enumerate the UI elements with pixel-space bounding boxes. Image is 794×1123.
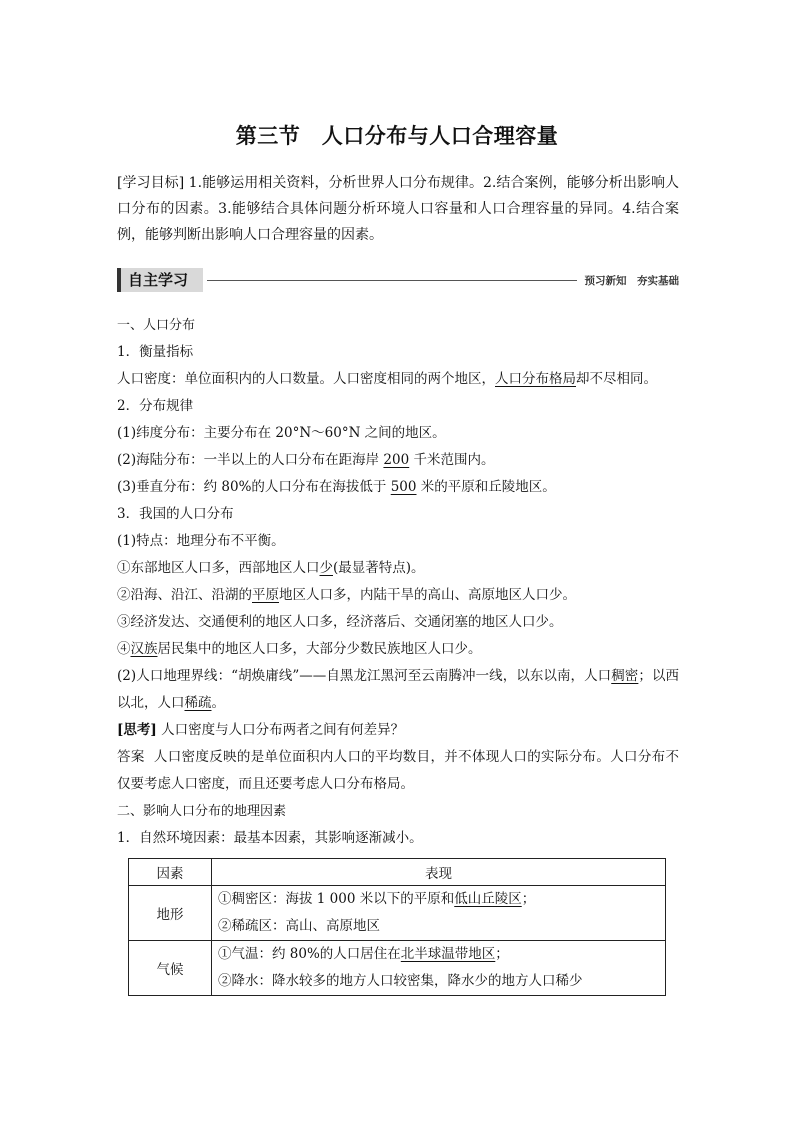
- document-body: [117, 312, 679, 852]
- answer-text: 人口密度反映的是单位面积内人口的平均数目，并不体现人口的实际分布。人口分布不仅要考虑人口密度，而且还要考虑人口分布格局。: [117, 749, 680, 792]
- table-cell-factor: 地形: [129, 886, 212, 941]
- think-question-text: 人口密度与人口分布两者之间有何差异？: [161, 722, 405, 738]
- text: 却不尽相同。: [576, 371, 657, 387]
- learning-goals-label: [学习目标]: [117, 175, 185, 191]
- desc-line: [218, 941, 659, 968]
- blank-answer: 500: [390, 479, 417, 495]
- text: 地区人口多，内陆干旱的高山、高原地区人口少。: [279, 587, 576, 603]
- text: ①气温：约 80%的人口居住在: [218, 946, 401, 962]
- table-header-row: [129, 859, 666, 886]
- text: (2)人口地理界线：“胡焕庸线”——自黑龙江黑河至云南腾冲一线，以东以南，人口: [117, 668, 612, 684]
- blank-answer: 200: [383, 452, 410, 468]
- item-measure: 1．衡量指标: [117, 344, 194, 360]
- text: ④: [117, 641, 131, 657]
- item-natural: 1．自然环境因素：最基本因素，其影响逐渐减小。: [117, 830, 423, 846]
- think-label: [思考]: [117, 722, 157, 738]
- text: ②沿海、沿江、沿湖的: [117, 587, 252, 603]
- answer-label: 答案: [117, 749, 145, 765]
- factors-table: [128, 858, 666, 996]
- section-banner-rule: [207, 280, 577, 281]
- table-header: 表现: [212, 859, 666, 886]
- blank-answer: 稀疏: [184, 695, 212, 711]
- section-banner-tag: 预习新知 夯实基础: [584, 275, 679, 287]
- para-hu-line: [117, 663, 679, 717]
- text: ；: [521, 891, 536, 907]
- para-density: [117, 366, 679, 393]
- text: 。: [211, 695, 225, 711]
- text: ；以西以北，人口: [117, 668, 680, 711]
- blank-answer: 低山丘陵区: [454, 891, 522, 907]
- text: ①东部地区人口多，西部地区人口: [117, 560, 320, 576]
- section-banner-label: 自主学习: [117, 268, 203, 292]
- think-answer: [117, 744, 679, 798]
- text: (最显著特点)。: [333, 560, 425, 576]
- item-pattern: 2．分布规律: [117, 398, 194, 414]
- text: ①稠密区：海拔 1 000 米以下的平原和: [218, 891, 455, 907]
- blank-answer: 汉族: [130, 641, 158, 657]
- table-cell-factor: 气候: [129, 941, 212, 996]
- learning-goals: [117, 170, 679, 248]
- table-cell-desc: [212, 886, 666, 941]
- table-row: [129, 941, 666, 996]
- text: 人口密度：单位面积内的人口数量。人口密度相同的两个地区，: [117, 371, 495, 387]
- blank-answer: 稠密: [611, 668, 639, 684]
- para-latitude: (1)纬度分布：主要分布在 20°N～60°N 之间的地区。: [117, 425, 446, 441]
- section-banner: [117, 268, 679, 294]
- table-header: 因素: [129, 859, 212, 886]
- text: (3)垂直分布：约 80%的人口分布在海拔低于: [117, 479, 391, 495]
- text: 居民集中的地区人口多，大部分少数民族地区人口少。: [157, 641, 482, 657]
- para-sea-land: [117, 447, 679, 474]
- text: 米的平原和丘陵地区。: [416, 479, 556, 495]
- table-row: [129, 886, 666, 941]
- table-cell-desc: [212, 941, 666, 996]
- heading-population-distribution: 一、人口分布: [117, 318, 196, 333]
- learning-goals-text: 1.能够运用相关资料，分析世界人口分布规律。2.结合案例，能够分析出影响人口分布的因素。3.能够结合具体问题分析环境人口容量和人口合理容量的异同。4.结合案例，能够判断出影响人口合理容量的因素。: [117, 175, 679, 243]
- item-china: 3．我国的人口分布: [117, 506, 234, 522]
- think-question: [117, 717, 679, 744]
- desc-line: ②降水：降水较多的地方人口较密集，降水少的地方人口稀少: [218, 973, 583, 989]
- blank-answer: 北半球温带地区: [400, 946, 496, 962]
- blank-answer: 人口分布格局: [495, 371, 576, 387]
- para-feature-2: [117, 582, 679, 609]
- text: (2)海陆分布：一半以上的人口分布在距海岸: [117, 452, 384, 468]
- para-feature-4: [117, 636, 679, 663]
- heading-factors: 二、影响人口分布的地理因素: [117, 804, 287, 819]
- para-feature-3: ③经济发达、交通便利的地区人口多，经济落后、交通闭塞的地区人口少。: [117, 614, 563, 630]
- text: 千米范围内。: [409, 452, 495, 468]
- para-vertical: [117, 474, 679, 501]
- para-feature: (1)特点：地理分布不平衡。: [117, 533, 285, 549]
- para-feature-1: [117, 555, 679, 582]
- text: ；: [495, 946, 509, 962]
- blank-answer: 平原: [252, 587, 279, 603]
- desc-line: ②稀疏区：高山、高原地区: [218, 918, 380, 934]
- desc-line: [218, 886, 659, 913]
- page-title: 第三节 人口分布与人口合理容量: [235, 124, 559, 148]
- blank-answer: 少: [319, 560, 333, 576]
